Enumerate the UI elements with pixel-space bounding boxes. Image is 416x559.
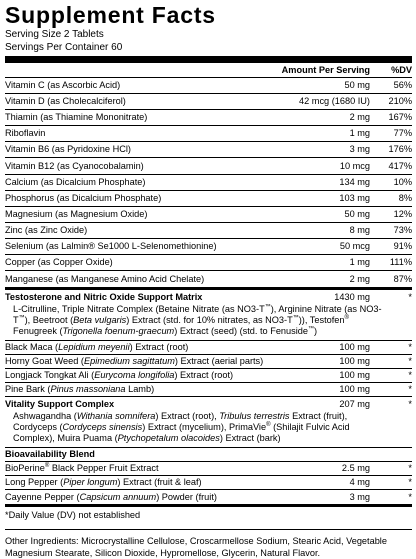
nutrient-amount: 103 mg [339,192,370,203]
vitality-amount: 207 mg [339,398,370,409]
matrix-item-row: Pine Bark (Pinus massoniana Lamb) 100 mg * [5,383,412,397]
bio-item-row: Cayenne Pepper (Capsicum annuum) Powder (fruit) 3 mg * [5,491,412,502]
nutrient-row [5,78,412,94]
nutrient-amount: 8 mg [349,224,370,235]
nutrient-amount: 1 mg [349,128,370,139]
nutrient-row [5,239,412,255]
servings-per-container: Servings Per Container 60 [5,42,123,53]
nutrient-row [5,126,412,142]
dv-header: %DV [391,64,412,75]
nutrient-name: Vitamin B6 (as Pyridoxine HCl) [5,144,131,155]
bio-item-row: BioPerine® Black Pepper Fruit Extract 2.5 mg * [5,462,412,476]
nutrient-dv: 8% [398,192,412,203]
nutrient-amount: 50 mcg [339,240,370,251]
nutrient-row [5,223,412,239]
vitality-dv: * [408,398,412,409]
nutrient-amount: 10 mcg [339,160,370,171]
nutrient-amount: 42 mcg (1680 IU) [299,96,370,107]
nutrient-row [5,191,412,207]
matrix-block [5,290,412,341]
nutrient-row [5,110,412,126]
nutrient-name: Manganese (as Manganese Amino Acid Chelate) [5,273,205,284]
nutrient-amount: 1 mg [349,257,370,268]
nutrient-amount: 50 mg [344,80,370,91]
vitality-description: Ashwagandha (Withania somnifera) Extract (root), Tribulus terrestris Extract (fruit), Cordyceps (Cordyceps sinensis) Extract (mycelium), PrimaVie® (Shilajit Fulvic Acid Complex), Muira Puama (Ptychopetalum olacoides) Extract (bark) [13,411,350,444]
matrix-dv: * [408,291,412,302]
amount-header: Amount Per Serving [281,64,370,75]
nutrient-row [5,142,412,158]
nutrient-dv: 56% [393,80,412,91]
bio-block [5,448,412,504]
nutrient-row [5,158,412,174]
matrix-item-row: Black Maca (Lepidium meyenii) Extract (root) 100 mg * [5,341,412,355]
matrix-item-row: Horny Goat Weed (Epimedium sagittatum) Extract (aerial parts) 100 mg * [5,355,412,369]
nutrient-dv: 167% [388,112,412,123]
vitality-block [5,397,412,448]
nutrient-name: Vitamin C (as Ascorbic Acid) [5,80,121,91]
nutrient-name: Riboflavin [5,128,46,139]
nutrient-name: Calcium (as Dicalcium Phosphate) [5,176,146,187]
nutrient-row [5,207,412,223]
footnote: *Daily Value (DV) not established [5,507,412,530]
nutrient-name: Vitamin D (as Cholecalciferol) [5,96,126,107]
nutrient-dv: 176% [388,144,412,155]
matrix-items [5,341,412,397]
nutrient-dv: 417% [388,160,412,171]
nutrient-row [5,94,412,110]
nutrient-amount: 2 mg [349,112,370,123]
matrix-amount: 1430 mg [334,291,370,302]
thick-rule [5,56,412,63]
matrix-item-row: Longjack Tongkat Ali (Eurycoma longifolia) Extract (root) 100 mg * [5,369,412,383]
nutrient-name: Thiamin (as Thiamine Mononitrate) [5,112,148,123]
nutrient-dv: 87% [393,273,412,284]
bio-name: Bioavailability Blend [5,449,95,460]
serving-size: Serving Size 2 Tablets [5,29,104,40]
matrix-description: L-Citrulline, Triple Nitrate Complex (Betaine Nitrate (as NO3-T™), Arginine Nitrate (as NO3-T™), Beetroot (Beta vulgaris) Extract (std. for 10% nitrates, as NO3-T™)), Testofen® Fenugreek (Trigonella foenum-graecum) Extract (seed) (std. to Fenuside™) [13,304,382,337]
nutrient-name: Phosphorus (as Dicalcium Phosphate) [5,192,162,203]
vitality-name: Vitality Support Complex [5,398,115,409]
nutrient-amount: 134 mg [339,176,370,187]
nutrient-amount: 3 mg [349,144,370,155]
nutrient-dv: 73% [393,224,412,235]
nutrient-amount: 2 mg [349,273,370,284]
panel-title: Supplement Facts [5,2,216,28]
nutrient-name: Vitamin B12 (as Cyanocobalamin) [5,160,144,171]
nutrient-row [5,175,412,191]
nutrient-row [5,255,412,271]
column-header-row [5,63,412,78]
nutrient-name: Selenium (as Lalmin® Se1000 L-Selenomethionine) [5,240,217,251]
nutrient-dv: 91% [393,240,412,251]
nutrient-name: Copper (as Copper Oxide) [5,257,113,268]
matrix-name: Testosterone and Nitric Oxide Support Matrix [5,291,203,302]
nutrient-dv: 10% [393,176,412,187]
nutrient-row [5,271,412,287]
nutrient-amount: 50 mg [344,208,370,219]
nutrient-list [5,78,412,287]
nutrient-dv: 12% [393,208,412,219]
other-ingredients: Other Ingredients: Microcrystalline Cellulose, Croscarmellose Sodium, Stearic Acid, Vegetable Magnesium Stearate, Silicon Dioxide, Hypromellose, Glycerin, Natural Flavor. [5,536,387,559]
nutrient-dv: 210% [388,96,412,107]
nutrient-name: Zinc (as Zinc Oxide) [5,224,88,235]
bio-item-row: Long Pepper (Piper longum) Extract (fruit & leaf) 4 mg * [5,476,412,490]
nutrient-name: Magnesium (as Magnesium Oxide) [5,208,148,219]
supplement-facts-panel [5,3,412,559]
nutrient-dv: 111% [389,257,412,268]
nutrient-dv: 77% [393,128,412,139]
